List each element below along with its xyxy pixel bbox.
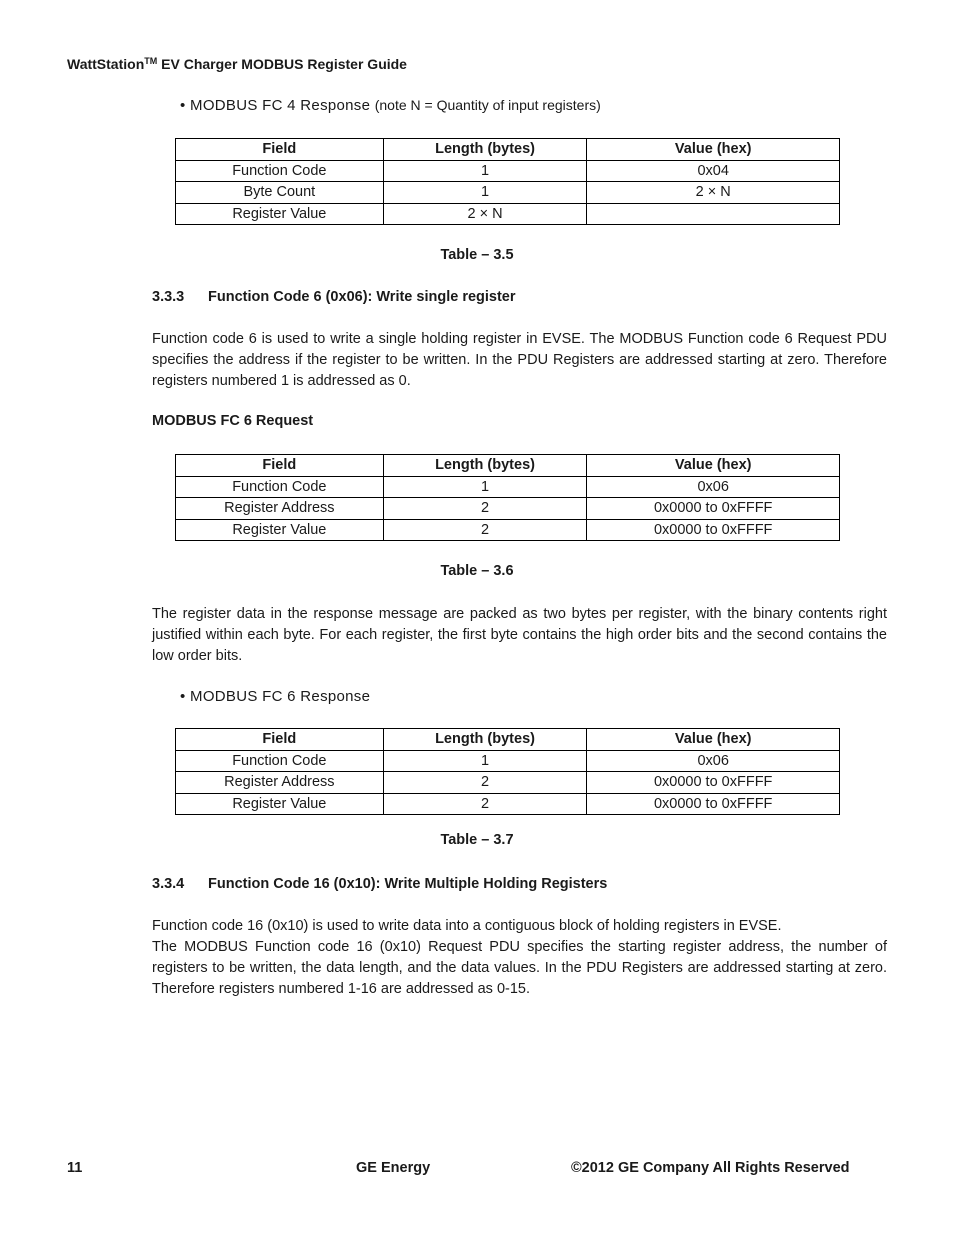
table-row (176, 203, 840, 225)
table-3-7-caption: Table – 3.7 (440, 832, 514, 848)
paragraph-text: The register data in the response message are packed as two bytes per register, with the binary contents right justified within each byte. For each register, the first byte contains the high order bits and the second contains the low order bits. (152, 606, 887, 664)
paragraph-text: Function code 16 (0x10) is used to write data into a contiguous block of holding registers in EVSE. (152, 918, 782, 934)
table-row (176, 519, 840, 541)
table-cell: Function Code (176, 476, 384, 498)
header-title-pre: WattStation (67, 56, 145, 72)
table-cell: 1 (383, 750, 587, 772)
column-header-length: Length (bytes) (383, 729, 587, 751)
table-row (176, 498, 840, 520)
table-cell: 1 (383, 160, 587, 182)
section-3-3-4-heading (152, 876, 607, 892)
table-row (176, 772, 840, 794)
table-cell (587, 203, 840, 225)
table-row (176, 750, 840, 772)
table-header-row (176, 729, 840, 751)
section-3-3-3-heading (152, 289, 516, 305)
footer-copyright: ©2012 GE Company All Rights Reserved (571, 1160, 850, 1176)
table-header-row (176, 139, 840, 161)
table-cell: Register Value (176, 793, 384, 815)
fc4-response-heading (180, 97, 601, 114)
table-cell: 0x0000 to 0xFFFF (587, 772, 840, 794)
footer-company: GE Energy (356, 1160, 431, 1176)
fc4-response-note: (note N = Quantity of input registers) (374, 97, 601, 113)
table-cell: Register Value (176, 203, 384, 225)
table-cell: 2 (383, 519, 587, 541)
table-cell: Register Value (176, 519, 384, 541)
table-cell: Register Address (176, 772, 384, 794)
table-3-6 (175, 454, 840, 541)
page-number: 11 (67, 1160, 83, 1176)
fc6-request-heading: MODBUS FC 6 Request (152, 413, 314, 429)
paragraph-text: Function code 6 is used to write a single holding register in EVSE. The MODBUS Function code 6 Request PDU specifies the address if the register to be written. In the PDU Registers are addressed starting at zero. Therefore registers numbered 1 is addressed as 0. (152, 331, 887, 389)
column-header-value: Value (hex) (587, 139, 840, 161)
table-cell: Byte Count (176, 182, 384, 204)
table-row (176, 793, 840, 815)
table-row (176, 160, 840, 182)
fc4-response-bullet: • MODBUS FC 4 Response (180, 97, 371, 114)
trademark-mark: TM (144, 56, 158, 66)
fc6-response-heading: • MODBUS FC 6 Response (180, 688, 371, 705)
table-row (176, 476, 840, 498)
column-header-length: Length (bytes) (383, 139, 587, 161)
table-row (176, 182, 840, 204)
column-header-field: Field (176, 139, 384, 161)
table-cell: 0x04 (587, 160, 840, 182)
section-number: 3.3.4 (152, 876, 185, 892)
column-header-length: Length (bytes) (383, 455, 587, 477)
table-cell: 0x0000 to 0xFFFF (587, 519, 840, 541)
table-cell: 2 × N (587, 182, 840, 204)
response-paragraph (152, 604, 887, 667)
table-cell: 1 (383, 476, 587, 498)
column-header-value: Value (hex) (587, 729, 840, 751)
table-cell: 2 (383, 772, 587, 794)
table-3-5 (175, 138, 840, 225)
table-3-6-caption: Table – 3.6 (440, 563, 514, 579)
section-number: 3.3.3 (152, 289, 185, 305)
table-cell: 0x0000 to 0xFFFF (587, 793, 840, 815)
column-header-field: Field (176, 455, 384, 477)
table-3-7 (175, 728, 840, 815)
section-title: Function Code 16 (0x10): Write Multiple Holding Registers (208, 876, 608, 892)
table-cell: Register Address (176, 498, 384, 520)
table-3-5-caption: Table – 3.5 (440, 247, 514, 263)
header-title-post: EV Charger MODBUS Register Guide (157, 56, 407, 72)
table-cell: 0x0000 to 0xFFFF (587, 498, 840, 520)
column-header-value: Value (hex) (587, 455, 840, 477)
section-3-3-4-paragraph (152, 916, 887, 1000)
table-cell: 2 (383, 498, 587, 520)
table-header-row (176, 455, 840, 477)
document-header (67, 56, 407, 72)
table-cell: 0x06 (587, 750, 840, 772)
table-cell: 1 (383, 182, 587, 204)
table-cell: 2 (383, 793, 587, 815)
table-cell: Function Code (176, 750, 384, 772)
paragraph-text: The MODBUS Function code 16 (0x10) Request PDU specifies the starting register address, the number of registers to be written, the data length, and the data values. In the PDU Registers are addressed starting at zero. Therefore registers numbered 1-16 are addressed as 0-15. (152, 939, 887, 997)
section-3-3-3-paragraph (152, 329, 887, 392)
table-cell: 0x06 (587, 476, 840, 498)
table-cell: 2 × N (383, 203, 587, 225)
section-title: Function Code 6 (0x06): Write single register (208, 289, 516, 305)
column-header-field: Field (176, 729, 384, 751)
table-cell: Function Code (176, 160, 384, 182)
